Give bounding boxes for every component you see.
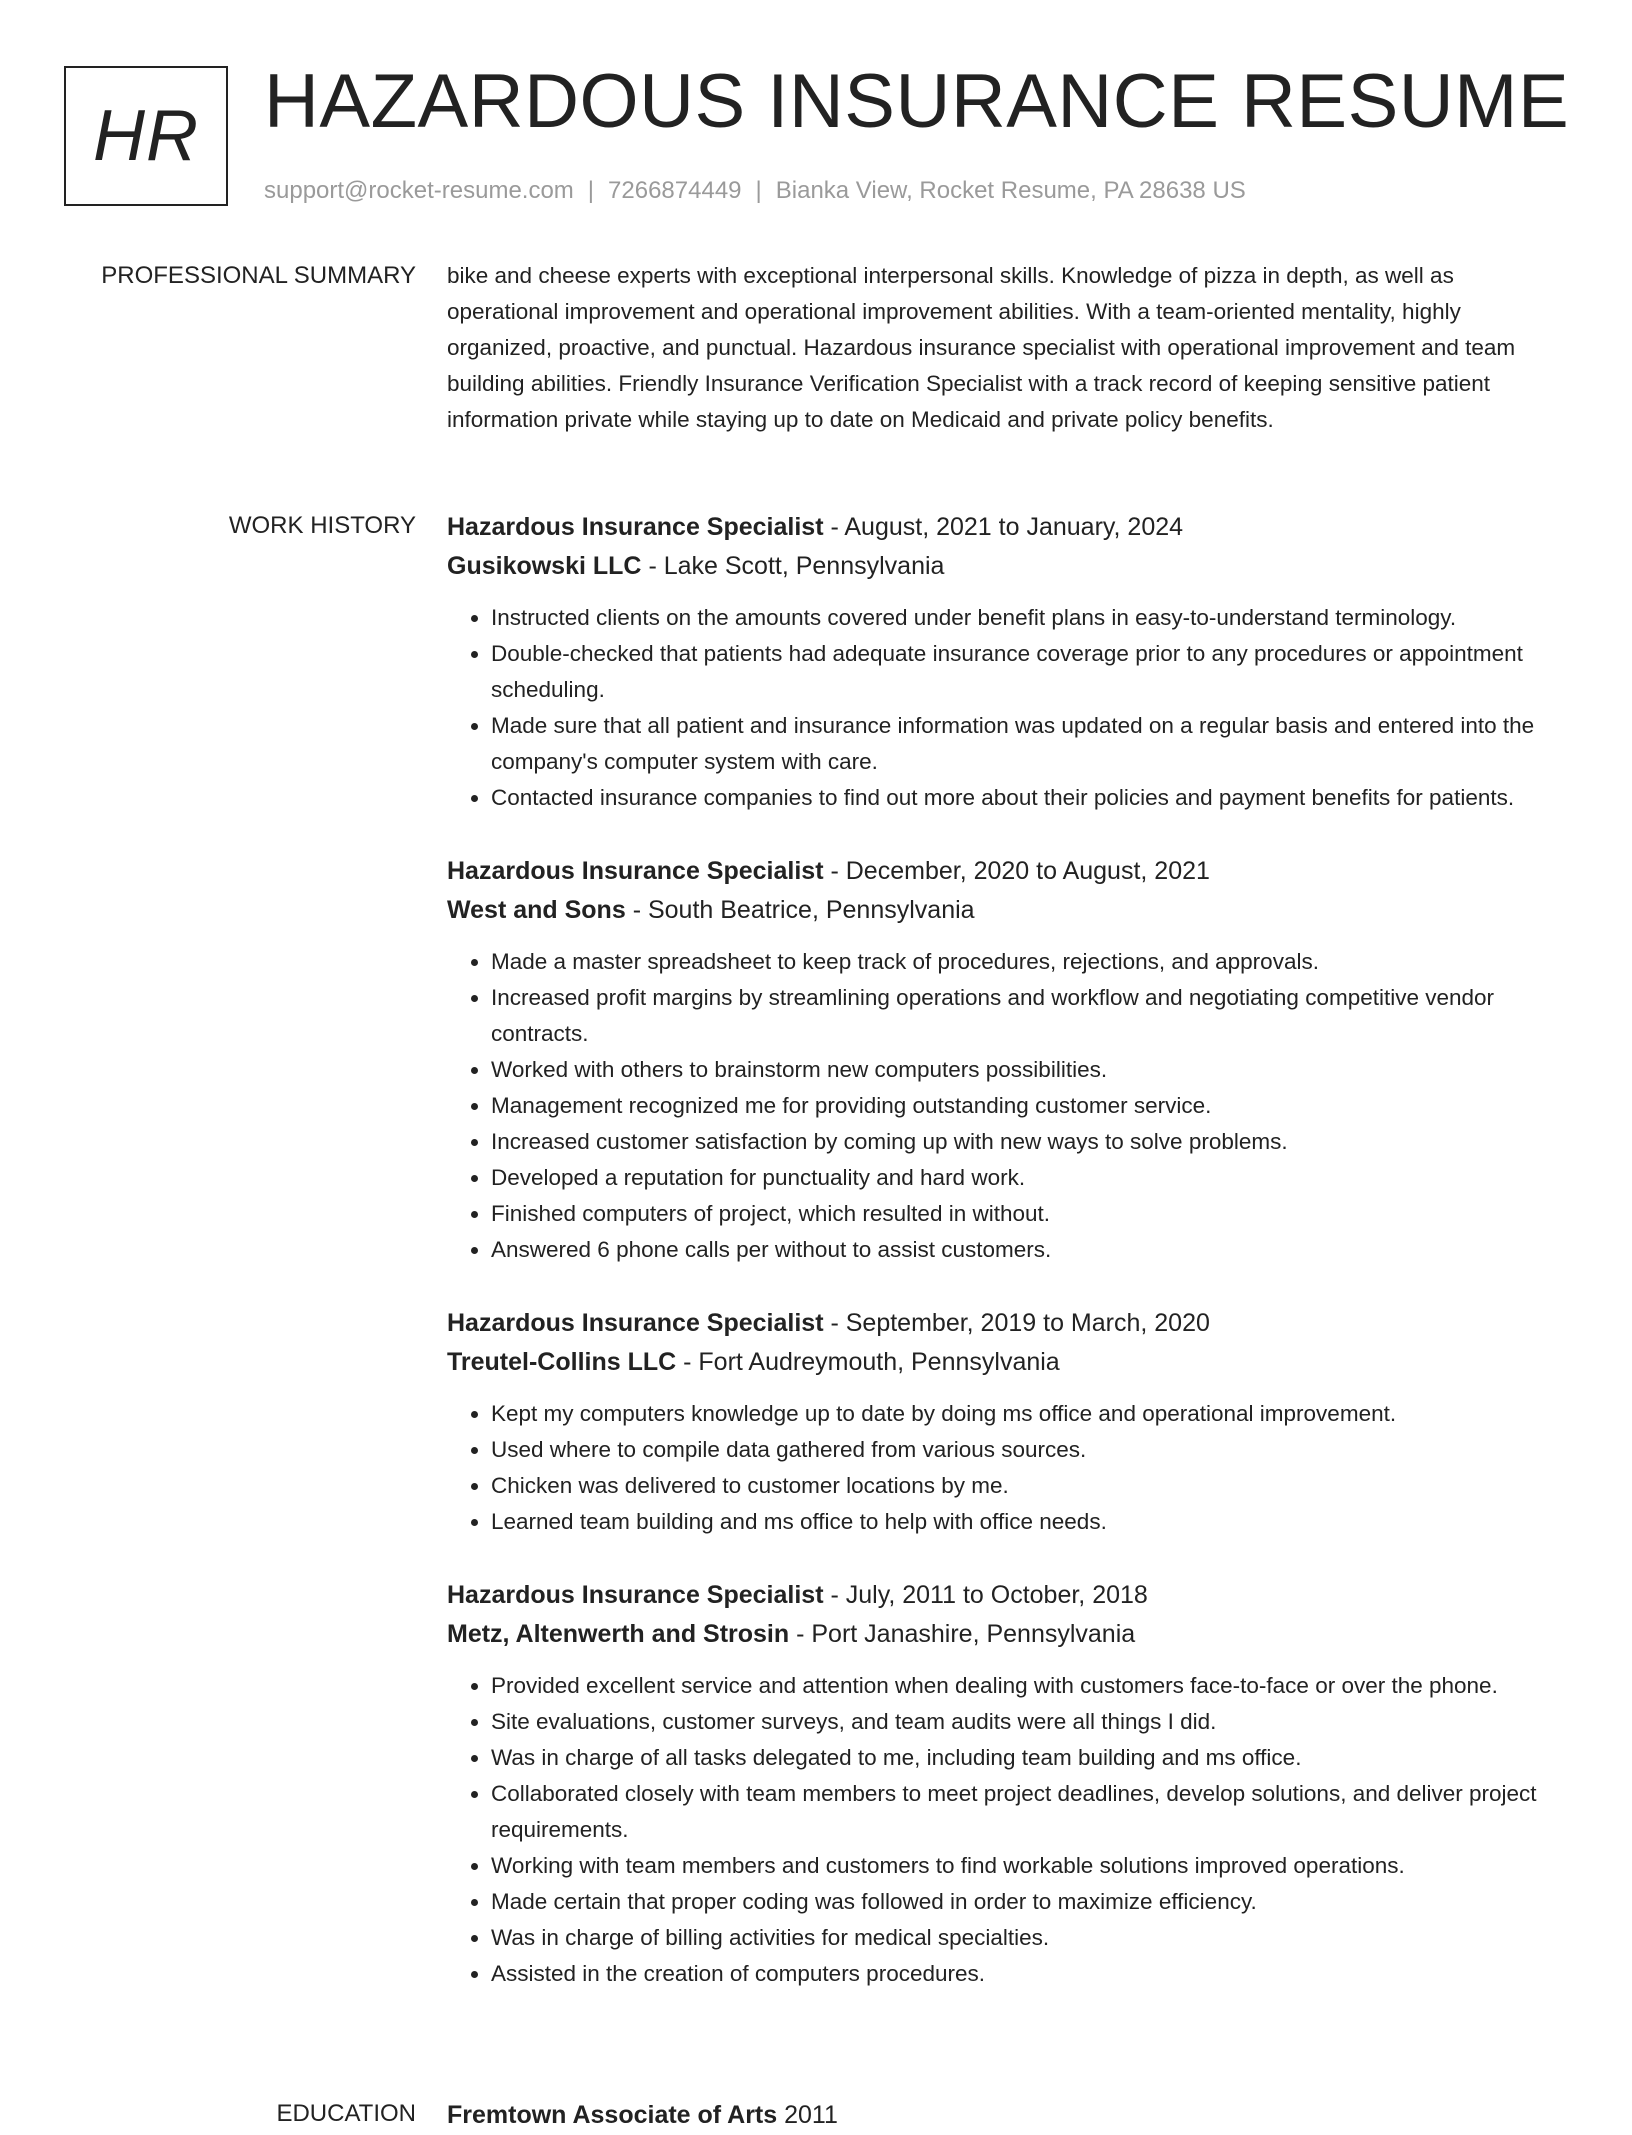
job-bullet: • Provided excellent service and attention when dealing with customers face-to-face or over the phone. [491,1668,1567,1704]
job-company-line [447,1615,1567,1654]
job-bullet: • Increased profit margins by streamlining operations and workflow and negotiating competitive vendor contracts. [491,980,1567,1052]
job-entry [447,1576,1567,1992]
monogram-initials: HR [93,96,199,176]
job-bullet-list [447,1396,1567,1540]
job-bullet: • Collaborated closely with team members to meet project deadlines, develop solutions, and deliver project requirements. [491,1776,1567,1848]
job-company: Gusikowski LLC [447,552,642,580]
job-company-line [447,1343,1567,1382]
job-title-line [447,852,1567,891]
job-title-line [447,1576,1567,1615]
job-bullet: • Chicken was delivered to customer locations by me. [491,1468,1567,1504]
contact-separator: | [587,177,595,204]
job-company: West and Sons [447,896,626,924]
contact-line [264,176,1246,206]
job-location: - Lake Scott, Pennsylvania [648,552,945,580]
job-bullet: • Used where to compile data gathered from various sources. [491,1432,1567,1468]
job-company: Treutel-Collins LLC [447,1348,677,1376]
job-dates: - August, 2021 to January, 2024 [830,513,1184,541]
job-bullet: • Instructed clients on the amounts covered under benefit plans in easy-to-understand terminology. [491,600,1567,636]
job-bullet: • Management recognized me for providing outstanding customer service. [491,1088,1567,1124]
job-bullet: • Made a master spreadsheet to keep track of procedures, rejections, and approvals. [491,944,1567,980]
job-bullet: • Contacted insurance companies to find out more about their policies and payment benefits for patients. [491,780,1567,816]
job-entry [447,1304,1567,1540]
job-bullet: • Developed a reputation for punctuality and hard work. [491,1160,1567,1196]
job-bullet: • Increased customer satisfaction by coming up with new ways to solve problems. [491,1124,1567,1160]
monogram-badge [64,66,228,206]
contact-separator: | [755,177,762,204]
job-title: Hazardous Insurance Specialist [447,1309,824,1337]
job-bullet: • Answered 6 phone calls per without to assist customers. [491,1232,1567,1268]
education-heading: EDUCATION [276,2100,416,2127]
summary-body [447,258,1567,438]
contact-phone: 7266874449 [608,177,742,204]
education-degree: Fremtown Associate of Arts [447,2101,778,2129]
job-company: Metz, Altenwerth and Strosin [447,1620,790,1648]
job-entry [447,508,1567,816]
education-line [447,2096,1567,2135]
job-bullet: • Made sure that all patient and insurance information was updated on a regular basis and entered into the company's computer system with care. [491,708,1567,780]
job-bullet: • Assisted in the creation of computers procedures. [491,1956,1567,1992]
job-title: Hazardous Insurance Specialist [447,1581,824,1609]
job-company-line [447,547,1567,586]
job-location: - Port Janashire, Pennsylvania [796,1620,1136,1648]
job-company-line [447,891,1567,930]
job-location: - South Beatrice, Pennsylvania [632,896,975,924]
resume-title: HAZARDOUS INSURANCE RESUME [264,59,1570,144]
summary-heading: PROFESSIONAL SUMMARY [101,262,416,289]
job-bullet-list [447,944,1567,1268]
job-bullet: • Site evaluations, customer surveys, and team audits were all things I did. [491,1704,1567,1740]
job-bullet: • Learned team building and ms office to help with office needs. [491,1504,1567,1540]
job-bullet: • Made certain that proper coding was followed in order to maximize efficiency. [491,1884,1567,1920]
education-body [447,2096,1567,2135]
job-title: Hazardous Insurance Specialist [447,857,824,885]
work-history-heading: WORK HISTORY [228,512,416,539]
job-bullet: • Worked with others to brainstorm new computers possibilities. [491,1052,1567,1088]
job-dates: - September, 2019 to March, 2020 [830,1309,1210,1337]
job-title-line [447,1304,1567,1343]
job-title: Hazardous Insurance Specialist [447,513,824,541]
contact-address: Bianka View, Rocket Resume, PA 28638 US [775,177,1246,204]
education-year: 2011 [784,2101,838,2129]
job-bullet-list [447,600,1567,816]
job-dates: - July, 2011 to October, 2018 [830,1581,1148,1609]
summary-text: bike and cheese experts with exceptional interpersonal skills. Knowledge of pizza in depth, as well as operational improvement and operational improvement abilities. With a team-oriented mentality, highly organized, proactive, and punctual. Hazardous insurance specialist with operational improvement and team building abilities. Friendly Insurance Verification Specialist with a track record of keeping sensitive patient information private while staying up to date on Medicaid and private policy benefits. [447,263,1516,432]
job-entry [447,852,1567,1268]
job-location: - Fort Audreymouth, Pennsylvania [683,1348,1060,1376]
job-bullet: • Double-checked that patients had adequate insurance coverage prior to any procedures or appointment scheduling. [491,636,1567,708]
job-dates: - December, 2020 to August, 2021 [830,857,1210,885]
contact-email: support@rocket-resume.com [264,177,574,204]
job-title-line [447,508,1567,547]
job-bullet: • Kept my computers knowledge up to date by doing ms office and operational improvement. [491,1396,1567,1432]
job-bullet-list [447,1668,1567,1992]
job-bullet: • Working with team members and customers to find workable solutions improved operations. [491,1848,1567,1884]
job-bullet: • Finished computers of project, which resulted in without. [491,1196,1567,1232]
job-bullet: • Was in charge of all tasks delegated to me, including team building and ms office. [491,1740,1567,1776]
work-history-body [447,508,1567,2028]
job-bullet: • Was in charge of billing activities for medical specialties. [491,1920,1567,1956]
